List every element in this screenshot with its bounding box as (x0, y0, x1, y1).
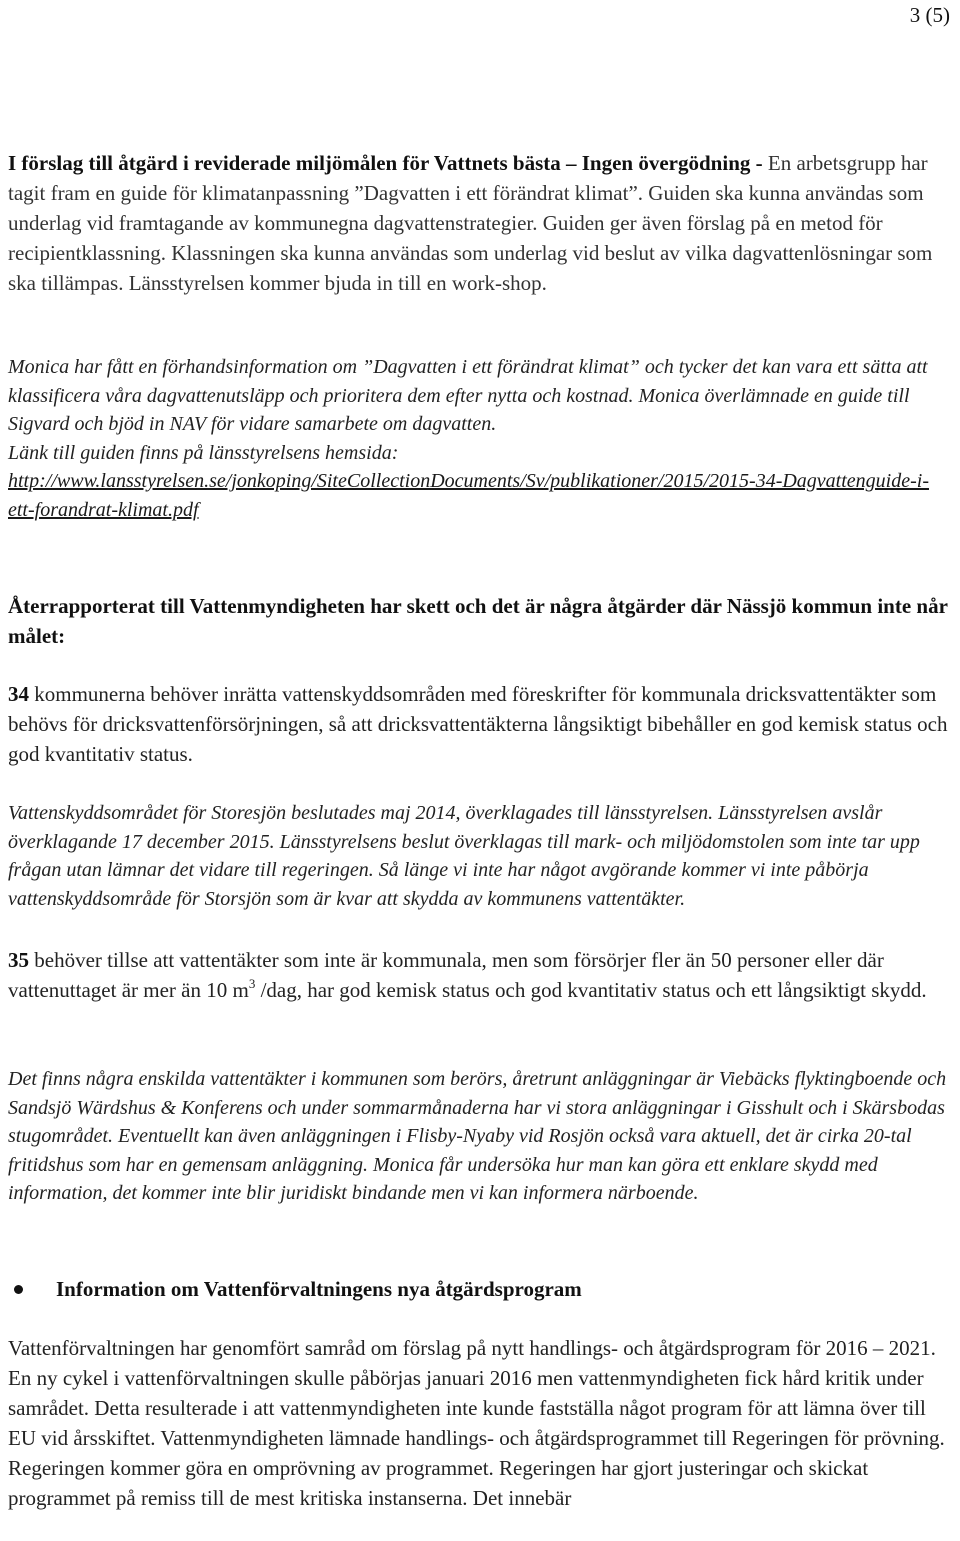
dagvatten-notes (8, 353, 948, 524)
private-wells-notes: Det finns några enskilda vattentäkter i kommunen som berörs, åretrunt anläggningar är Viebäcks flyktingboende och Sandsjö Wärdshus & Konferens och under sommarmånaderna har vi stora anläggningar i Gisshult och i Skärsbodas stugområdet. Eventuellt kan även anläggningen i Flisby-Nyaby vid Rosjön också vara aktuell, det är cirka 20-tal fritidshus som har en gemensam anläggning. Monica får undersöka hur man kan göra ett enklare skydd med information, det kommer inte blir juridiskt bindande men vi kan informera närboende. (8, 1068, 947, 1204)
measure-35-text-b: /dag, har god kemisk status och god kvantitativ status och ett långsiktigt skydd. (255, 978, 927, 1002)
bullet-dot-icon (14, 1285, 23, 1294)
measure-35-text-a: behöver tillse att vattentäkter som inte är kommunala, men som försörjer fler än 50 personer eller där vattenuttaget är mer än 10 m (8, 948, 884, 1002)
page-number: 3 (5) (909, 3, 950, 27)
guide-link-label: Länk till guiden finns på länsstyrelsens hemsida: (8, 441, 399, 464)
final-paragraph: Vattenförvaltningen har genomfört samråd om förslag på nytt handlings- och åtgärdsprogram för 2016 – 2021. En ny cykel i vattenförvaltningen skulle påbörjas januari 2016 men vattenmyndigheten fick hård kritik under samrådet. Detta resulterade i att vattenmyndigheten inte kunde fastställa något program för att lämna över till EU vid årsskiftet. Vattenmyndigheten lämnade handlings- och åtgärdsprogrammet till Regeringen för prövning. Regeringen kommer göra en omprövning av programmet. Regeringen har gjort justeringar och skickat programmet på remiss till de mest kritiska instanserna. Det innebär (8, 1336, 945, 1510)
cubic-superscript: 3 (248, 976, 256, 991)
guide-link[interactable]: http://www.lansstyrelsen.se/jonkoping/SiteCollectionDocuments/Sv/publikationer/2015/2015-34-Dagvattenguide-i-ett-forandrat-klimat.pdf (8, 470, 929, 521)
intro-body-text: En arbetsgrupp har tagit fram en guide för klimatanpassning ”Dagvatten i ett förändrat klimat”. Guiden ska kunna användas som underlag vid framtagande av kommunegna dagvattenstrategier. Guiden ger även förslag på en metod för recipientklassning. Klassningen ska kunna användas som underlag vid beslut av vilka dagvattenlösningar som ska tillämpas. Länsstyrelsen kommer bjuda in till en work-shop. (8, 151, 933, 295)
dagvatten-notes-text: Monica har fått en förhandsinformation om ”Dagvatten i ett förändrat klimat” och tycker det kan vara ett sätta att klassificera våra dagvattenutsläpp och prioritera dem efter nytta och kostnad. Monica överlämnade en guide till Sigvard och bjöd in NAV för vidare samarbete om dagvatten. (8, 356, 928, 435)
measure-34-paragraph (8, 679, 948, 769)
measure-35-paragraph (8, 945, 948, 1005)
measure-34-number: 34 (8, 682, 29, 706)
intro-paragraph (8, 148, 948, 298)
section-heading: Återrapporterat till Vattenmyndigheten har skett och det är några åtgärder där Nässjö kommun inte når målet: (8, 594, 948, 648)
measure-34-text: kommunerna behöver inrätta vattenskyddsområden med föreskrifter för kommunala dricksvattentäkter som behövs för dricksvattenförsörjningen, så att dricksvattentäkterna långsiktigt bibehåller en god kemisk status och god kvantitativ status. (8, 682, 948, 766)
storesjon-notes: Vattenskyddsområdet för Storesjön beslutades maj 2014, överklagades till länsstyrelsen. Länsstyrelsen avslår överklagande 17 december 2015. Länsstyrelsens beslut överklagas till mark- och miljödomstolen som inte tar upp frågan utan lämnar det vidare till regeringen. Så länge vi inte har något avgörande kommer vi inte påbörja vattenskyddsområde för Storsjön som är kvar att skydda av kommunens vattentäkter. (8, 802, 920, 910)
intro-bold-lead: I förslag till åtgärd i reviderade miljömålen för Vattnets bästa – Ingen övergödning - (8, 151, 763, 175)
measure-35-number: 35 (8, 948, 29, 972)
bullet-heading: Information om Vattenförvaltningens nya åtgärdsprogram (56, 1277, 582, 1301)
